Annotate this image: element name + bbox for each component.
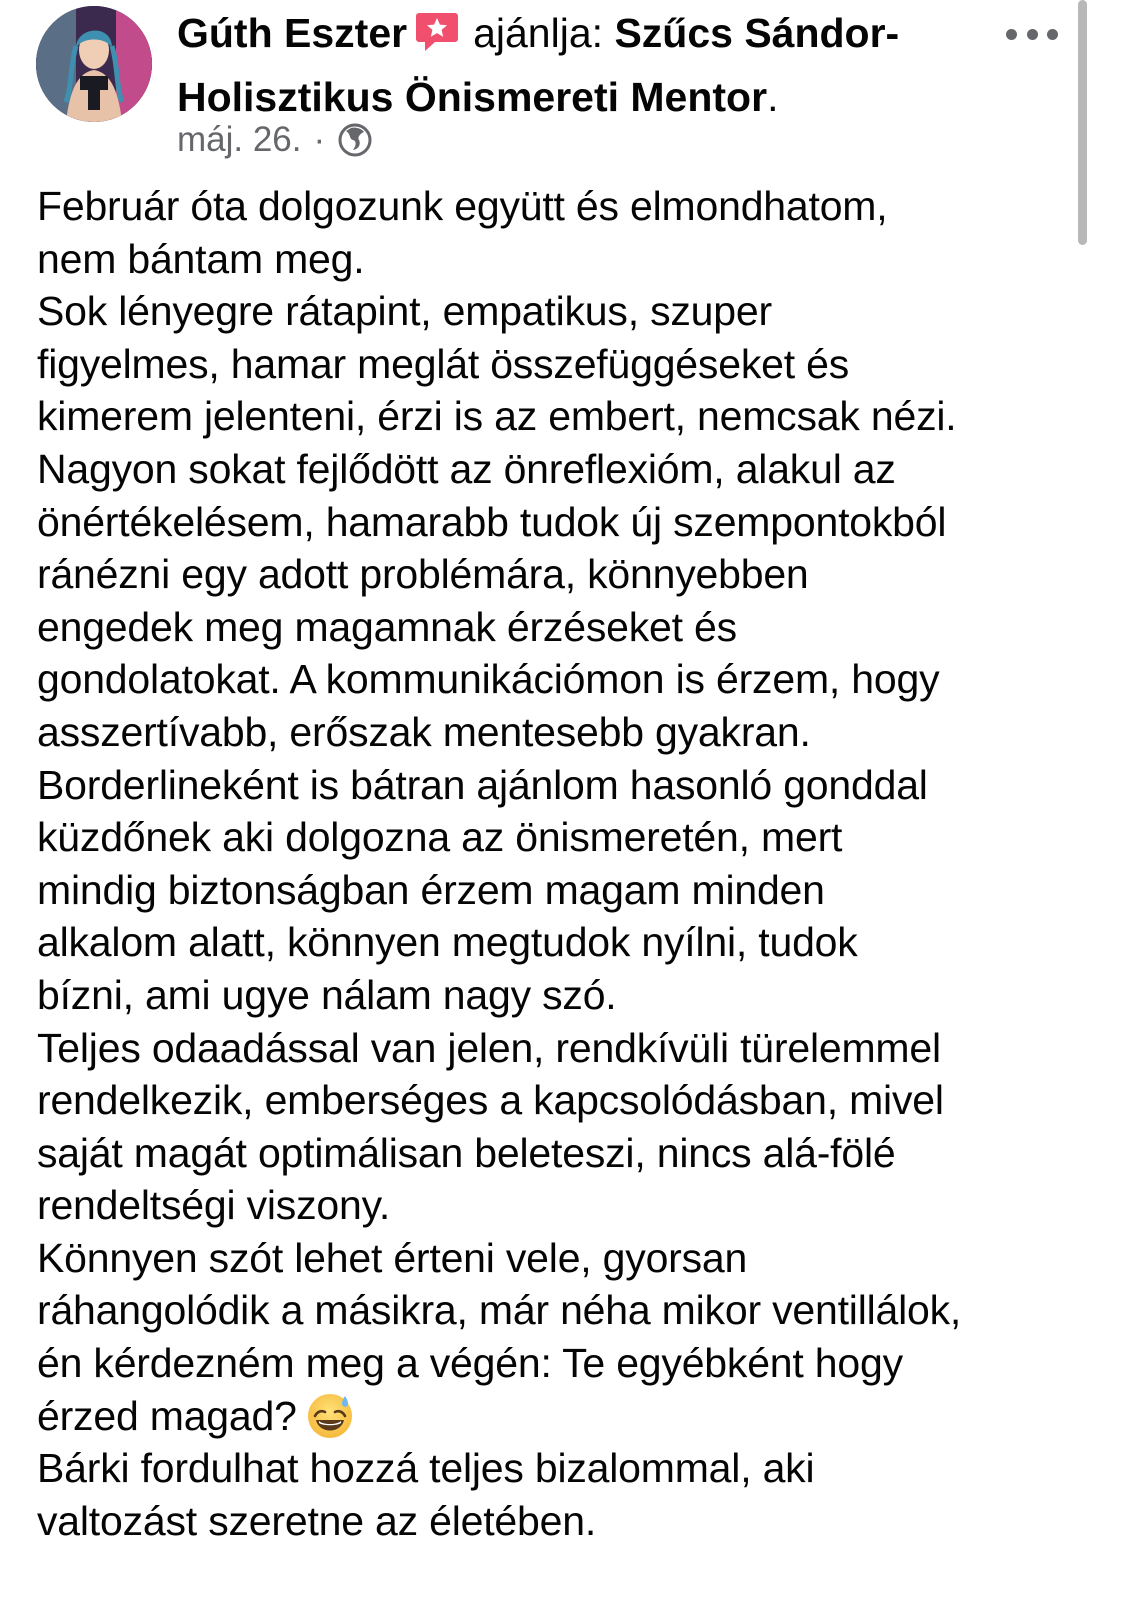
body-line: küzdőnek aki dolgozna az önismeretén, mert [37, 814, 843, 861]
body-line: ránézni egy adott problémára, könnyebben [37, 551, 809, 598]
body-line: Bárki fordulhat hozzá teljes bizalommal, aki [37, 1445, 815, 1492]
body-line: asszertívabb, erőszak mentesebb gyakran. [37, 708, 811, 755]
more-dot [1027, 29, 1038, 40]
more-dot [1006, 29, 1017, 40]
page-name-line1: Szűcs Sándor- [614, 10, 900, 56]
body-line: valtozást szeretne az életében. [37, 1497, 597, 1544]
body-line: figyelmes, hamar meglát összefüggéseket és [37, 340, 850, 387]
body-line: mindig biztonságban érzem magam minden [37, 866, 825, 913]
body-line: rendelkezik, emberséges a kapcsolódásban, mivel [37, 1077, 944, 1124]
post-date[interactable]: máj. 26. [177, 120, 302, 159]
body-line: Borderlineként is bátran ajánlom hasonló gonddal [37, 761, 928, 808]
page-name-period: . [767, 74, 779, 120]
post-body [37, 180, 1097, 1547]
author-name[interactable]: Gúth Eszter [177, 10, 408, 56]
body-line: alkalom alatt, könnyen megtudok nyílni, tudok [37, 919, 858, 966]
body-line: Teljes odaadással van jelen, rendkívüli türelemmel [37, 1024, 941, 1071]
body-line: Sok lényegre rátapint, empatikus, szuper [37, 288, 772, 335]
page-name-line2: Holisztikus Önismereti Mentor [177, 74, 768, 120]
body-line: saját magát optimálisan beleteszi, nincs alá-fölé [37, 1129, 896, 1176]
meta-separator: · [313, 120, 326, 159]
body-line: kimerem jelenteni, érzi is az embert, nemcsak nézi. [37, 393, 957, 440]
recommendation-badge-icon [415, 10, 459, 68]
body-line-with-emoji [37, 1390, 1097, 1443]
body-line: érzed magad? [37, 1392, 297, 1439]
body-line: ráhangolódik a másikra, már néha mikor ventillálok, [37, 1287, 962, 1334]
body-line: nem bántam meg. [37, 235, 365, 282]
body-line: Könnyen szót lehet érteni vele, gyorsan [37, 1234, 748, 1281]
post-header [177, 4, 997, 126]
globe-icon[interactable] [337, 122, 373, 158]
body-line: önértékelésem, hamarabb tudok új szempontokból [37, 498, 947, 545]
body-line: rendeltségi viszony. [37, 1182, 391, 1229]
author-avatar[interactable] [36, 6, 152, 122]
body-line: gondolatokat. A kommunikációmon is érzem, hogy [37, 656, 940, 703]
action-text: ajánlja: [473, 10, 604, 56]
body-line: én kérdezném meg a végén: Te egyébként hogy [37, 1340, 903, 1387]
body-line: Február óta dolgozunk együtt és elmondhatom, [37, 183, 888, 229]
body-line: Nagyon sokat fejlődött az önreflexióm, alakul az [37, 445, 896, 492]
body-line: engedek meg magamnak érzéseket és [37, 603, 737, 650]
body-line: bízni, ami ugye nálam nagy szó. [37, 971, 617, 1018]
post-meta [177, 116, 373, 164]
grinning-sweat-emoji [305, 1390, 355, 1440]
more-dot [1047, 29, 1058, 40]
more-options-icon[interactable] [1006, 18, 1058, 50]
